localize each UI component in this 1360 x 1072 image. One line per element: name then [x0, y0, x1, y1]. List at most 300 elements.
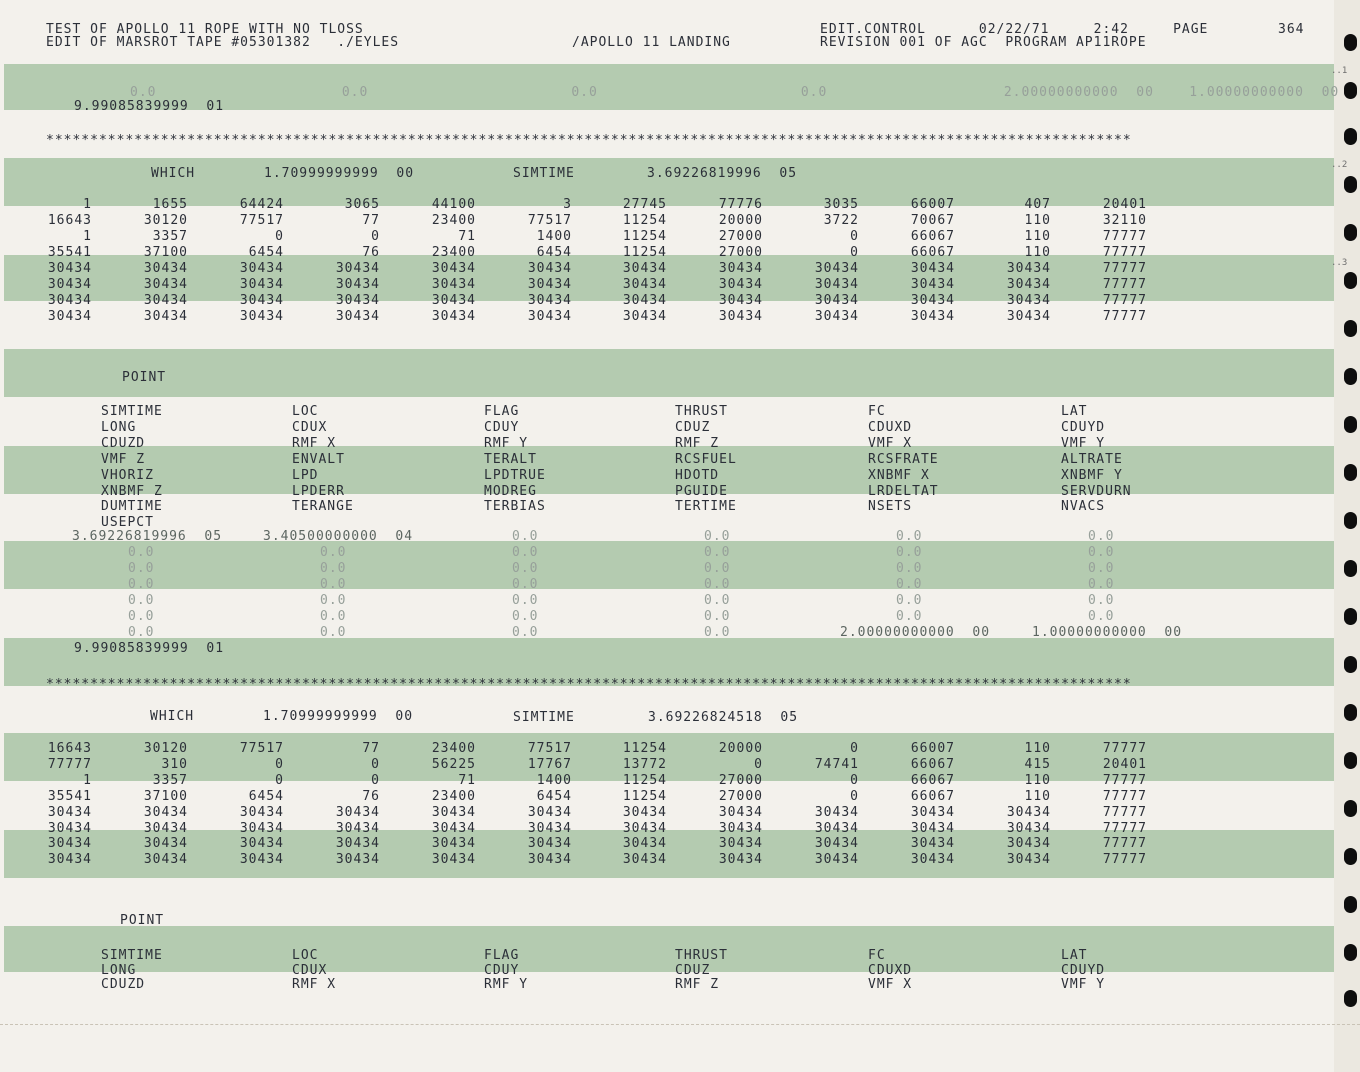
table-cell: 37100: [143, 788, 188, 804]
table-cell: 77517: [527, 213, 572, 228]
table-cell: 30434: [718, 277, 763, 292]
which-value: 1.70999999999 00: [264, 166, 415, 181]
table-cell: 30434: [239, 277, 284, 292]
perforation-line: [0, 1024, 1360, 1026]
point-value: 1.00000000000 00: [1032, 625, 1183, 640]
variable-label: CDUX: [292, 419, 328, 435]
table-cell: 30434: [431, 293, 476, 308]
table-cell: 0: [275, 772, 284, 788]
table-cell: 1: [83, 229, 92, 244]
table-cell: 77777: [1102, 309, 1147, 324]
point-value: 2.00000000000 00: [840, 625, 991, 640]
variable-label: LRDELTAT: [868, 483, 939, 499]
tractor-hole: [1344, 560, 1357, 577]
variable-label: RMF X: [292, 977, 337, 992]
table-cell: 30120: [143, 741, 188, 756]
table-cell: 30434: [910, 820, 955, 836]
point-value: 0.0: [896, 593, 923, 608]
variable-label: NVACS: [1061, 499, 1106, 515]
point-value: 0.0: [1088, 609, 1115, 624]
variable-label: DUMTIME: [101, 499, 163, 515]
point-value: 0.0: [704, 609, 731, 624]
margin-mark: ..1: [1331, 66, 1348, 76]
table-cell: 30434: [527, 852, 572, 868]
point-value: 0.0: [512, 545, 539, 560]
greenbar-band: [4, 349, 1334, 397]
variable-label: CDUYD: [1061, 962, 1106, 978]
table-cell: 66067: [910, 245, 955, 260]
table-cell: 20000: [718, 213, 763, 228]
simtime-label: SIMTIME: [513, 710, 575, 725]
table-cell: 30434: [910, 277, 955, 292]
table-cell: 110: [1024, 245, 1051, 260]
table-cell: 66067: [910, 756, 955, 772]
margin-mark: ..2: [1331, 160, 1348, 170]
table-cell: 30434: [622, 820, 667, 836]
variable-label: HDOTD: [675, 467, 720, 483]
point-value: 0.0: [512, 529, 539, 544]
which-value: 1.70999999999 00: [263, 709, 414, 724]
point-value: 0.0: [512, 577, 539, 592]
table-cell: 30434: [335, 836, 380, 852]
table-cell: 11254: [622, 772, 667, 788]
table-cell: 66007: [910, 197, 955, 212]
table-cell: 77777: [1102, 788, 1147, 804]
table-cell: 0: [275, 756, 284, 772]
table-cell: 30434: [718, 309, 763, 324]
variable-label: TERBIAS: [484, 499, 546, 515]
table-cell: 30434: [335, 293, 380, 308]
table-cell: 30434: [910, 852, 955, 868]
table-cell: 30434: [814, 309, 859, 324]
point-value: 0.0: [128, 577, 155, 592]
table-cell: 407: [1024, 197, 1051, 212]
point-value: 0.0: [320, 545, 347, 560]
table-cell: 0: [371, 772, 380, 788]
point-value: 0.0: [1088, 529, 1115, 544]
table-cell: 30434: [718, 293, 763, 308]
point-value: 3.69226819996 05: [72, 529, 223, 544]
variable-label: VHORIZ: [101, 467, 154, 483]
variable-label: FC: [868, 404, 886, 419]
table-cell: 30434: [47, 309, 92, 324]
header-center-title: /APOLLO 11 LANDING: [572, 35, 731, 50]
table-cell: 44100: [431, 197, 476, 212]
table-cell: 110: [1024, 772, 1051, 788]
variable-label: FLAG: [484, 404, 520, 419]
tractor-hole: [1344, 752, 1357, 769]
point-value: 0.0: [704, 529, 731, 544]
tractor-hole: [1344, 608, 1357, 625]
table-cell: 66007: [910, 741, 955, 756]
table-cell: 30434: [335, 804, 380, 820]
table-cell: 30434: [527, 261, 572, 276]
table-cell: 30434: [527, 804, 572, 820]
table-cell: 0: [850, 245, 859, 260]
table-cell: 30434: [431, 820, 476, 836]
table-cell: 27000: [718, 229, 763, 244]
table-cell: 30434: [143, 820, 188, 836]
table-cell: 37100: [143, 245, 188, 260]
point-value: 0.0: [320, 577, 347, 592]
variable-label: SERVDURN: [1061, 483, 1132, 499]
which-label: WHICH: [151, 166, 196, 181]
table-cell: 27745: [622, 197, 667, 212]
table-cell: 77777: [1102, 293, 1147, 308]
table-cell: 30434: [335, 309, 380, 324]
table-cell: 1: [83, 772, 92, 788]
top-block-last-value: 9.99085839999 01: [74, 99, 225, 114]
variable-label: VMF X: [868, 977, 913, 992]
variable-label: SIMTIME: [101, 404, 163, 419]
table-cell: 30434: [143, 309, 188, 324]
table-cell: 30434: [527, 820, 572, 836]
table-cell: 77776: [718, 197, 763, 212]
point-title: POINT: [122, 370, 167, 385]
table-cell: 30434: [431, 836, 476, 852]
table-cell: 0: [754, 756, 763, 772]
table-cell: 30434: [47, 836, 92, 852]
table-cell: 20401: [1102, 197, 1147, 212]
point-value: 0.0: [128, 593, 155, 608]
variable-label: TERANGE: [292, 499, 354, 515]
table-cell: 30434: [335, 820, 380, 836]
separator-stars: ***************************************************************************************************************************: [46, 677, 1132, 692]
tractor-hole: [1344, 224, 1357, 241]
header-title-line1: TEST OF APOLLO 11 ROPE WITH NO TLOSS: [46, 22, 364, 37]
table-cell: 1655: [152, 197, 188, 212]
table-cell: 6454: [536, 245, 572, 260]
top-block-values: 0.0 0.0 0.0 0.0 2.00000000000 00 1.00000000000 00: [130, 85, 1340, 100]
table-cell: 20000: [718, 741, 763, 756]
variable-label: ALTRATE: [1061, 451, 1123, 467]
table-cell: 11254: [622, 245, 667, 260]
variable-label: RMF Z: [675, 977, 720, 992]
table-cell: 0: [850, 772, 859, 788]
variable-label: FLAG: [484, 948, 520, 963]
tractor-hole: [1344, 464, 1357, 481]
table-cell: 30434: [47, 261, 92, 276]
table-cell: 30434: [718, 804, 763, 820]
table-cell: 77777: [1102, 772, 1147, 788]
table-cell: 30434: [910, 261, 955, 276]
tractor-hole: [1344, 848, 1357, 865]
table-cell: 16643: [47, 213, 92, 228]
table-cell: 30434: [814, 293, 859, 308]
table-cell: 77: [362, 741, 380, 756]
variable-label: CDUZ: [675, 419, 711, 435]
table-cell: 76: [362, 245, 380, 260]
table-cell: 110: [1024, 213, 1051, 228]
tractor-hole: [1344, 368, 1357, 385]
table-cell: 30434: [527, 836, 572, 852]
table-cell: 30434: [910, 836, 955, 852]
header-edit-control: EDIT.CONTROL 02/22/71 2:42 PAGE: [820, 22, 1209, 37]
tractor-hole: [1344, 990, 1357, 1007]
table-cell: 30434: [622, 804, 667, 820]
variable-label: LONG: [101, 962, 137, 978]
table-cell: 30434: [718, 852, 763, 868]
table-cell: 77777: [1102, 836, 1147, 852]
table-cell: 30434: [1006, 261, 1051, 276]
table-cell: 30434: [47, 293, 92, 308]
point-value: 0.0: [128, 625, 155, 640]
table-cell: 30434: [1006, 309, 1051, 324]
table-cell: 0: [850, 788, 859, 804]
table-cell: 23400: [431, 213, 476, 228]
table-cell: 30434: [814, 820, 859, 836]
table-cell: 30434: [1006, 293, 1051, 308]
page-number: 364: [1278, 22, 1305, 37]
variable-label: ENVALT: [292, 451, 345, 467]
tractor-hole: [1344, 82, 1357, 99]
table-cell: 30434: [910, 804, 955, 820]
variable-label: FC: [868, 948, 886, 963]
table-cell: 30434: [431, 309, 476, 324]
table-cell: 30434: [239, 261, 284, 276]
table-cell: 30434: [814, 277, 859, 292]
table-cell: 3: [563, 197, 572, 212]
variable-label: VMF Z: [101, 451, 146, 467]
table-cell: 415: [1024, 756, 1051, 772]
table-cell: 3357: [152, 772, 188, 788]
variable-label: CDUZD: [101, 435, 146, 451]
variable-label: RCSFRATE: [868, 451, 939, 467]
tractor-hole: [1344, 176, 1357, 193]
table-cell: 30434: [910, 293, 955, 308]
table-cell: 30434: [622, 261, 667, 276]
point-value: 0.0: [896, 577, 923, 592]
variable-label: VMF Y: [1061, 435, 1106, 451]
variable-label: THRUST: [675, 948, 728, 963]
variable-label: RMF Z: [675, 435, 720, 451]
point-value: 0.0: [320, 625, 347, 640]
table-cell: 30434: [814, 852, 859, 868]
table-cell: 30434: [1006, 820, 1051, 836]
variable-label: MODREG: [484, 483, 537, 499]
table-cell: 66067: [910, 788, 955, 804]
table-cell: 27000: [718, 245, 763, 260]
table-cell: 16643: [47, 741, 92, 756]
table-cell: 30434: [527, 293, 572, 308]
table-cell: 56225: [431, 756, 476, 772]
variable-label: CDUZ: [675, 962, 711, 978]
point-value: 0.0: [128, 609, 155, 624]
table-cell: 30434: [527, 277, 572, 292]
table-cell: 30434: [143, 852, 188, 868]
table-cell: 32110: [1102, 213, 1147, 228]
point-value: 0.0: [896, 609, 923, 624]
greenbar-band: [4, 541, 1334, 589]
variable-label: RCSFUEL: [675, 451, 737, 467]
table-cell: 23400: [431, 741, 476, 756]
table-cell: 30434: [1006, 277, 1051, 292]
variable-label: CDUXD: [868, 962, 913, 978]
table-cell: 30434: [1006, 852, 1051, 868]
table-cell: 0: [275, 229, 284, 244]
table-cell: 0: [371, 229, 380, 244]
table-cell: 3357: [152, 229, 188, 244]
variable-label: TERTIME: [675, 499, 737, 515]
table-cell: 30434: [910, 309, 955, 324]
point-value: 0.0: [512, 561, 539, 576]
variable-label: LPDTRUE: [484, 467, 546, 483]
table-cell: 11254: [622, 213, 667, 228]
table-cell: 30434: [431, 277, 476, 292]
table-cell: 30434: [239, 836, 284, 852]
table-cell: 11254: [622, 741, 667, 756]
table-cell: 30434: [47, 277, 92, 292]
point-value: 0.0: [320, 609, 347, 624]
table-cell: 30434: [143, 261, 188, 276]
simtime-value: 3.69226824518 05: [648, 710, 799, 725]
table-cell: 30434: [622, 836, 667, 852]
table-cell: 30434: [431, 261, 476, 276]
variable-label: XNBMF Z: [101, 483, 163, 499]
table-cell: 310: [161, 756, 188, 772]
table-cell: 30434: [239, 852, 284, 868]
point-value: 0.0: [1088, 577, 1115, 592]
table-cell: 30434: [1006, 836, 1051, 852]
tractor-hole: [1344, 272, 1357, 289]
variable-label: CDUXD: [868, 419, 913, 435]
table-cell: 30434: [622, 277, 667, 292]
table-cell: 77777: [1102, 277, 1147, 292]
table-cell: 77517: [527, 741, 572, 756]
table-cell: 77517: [239, 213, 284, 228]
variable-label: CDUX: [292, 962, 328, 978]
table-cell: 30434: [718, 836, 763, 852]
point-value: 0.0: [896, 561, 923, 576]
point-last-value: 9.99085839999 01: [74, 641, 225, 656]
table-cell: 77777: [1102, 804, 1147, 820]
point-value: 0.0: [512, 625, 539, 640]
table-cell: 30434: [143, 836, 188, 852]
point-value: 0.0: [704, 545, 731, 560]
variable-label: RMF X: [292, 435, 337, 451]
tractor-hole: [1344, 944, 1357, 961]
simtime-label: SIMTIME: [513, 166, 575, 181]
table-cell: 30434: [239, 309, 284, 324]
table-cell: 30434: [47, 804, 92, 820]
variable-label: LAT: [1061, 404, 1088, 419]
tractor-hole: [1344, 320, 1357, 337]
table-cell: 30434: [431, 852, 476, 868]
table-cell: 74741: [814, 756, 859, 772]
tractor-hole: [1344, 34, 1357, 51]
point-title: POINT: [120, 913, 165, 928]
table-cell: 30120: [143, 213, 188, 228]
table-cell: 77777: [47, 756, 92, 772]
table-cell: 30434: [622, 852, 667, 868]
point-value: 0.0: [1088, 561, 1115, 576]
table-cell: 66067: [910, 229, 955, 244]
table-cell: 1400: [536, 229, 572, 244]
point-value: 0.0: [896, 545, 923, 560]
table-cell: 3722: [823, 213, 859, 228]
variable-label: NSETS: [868, 499, 913, 515]
table-cell: 30434: [335, 261, 380, 276]
table-cell: 77: [362, 213, 380, 228]
table-cell: 20401: [1102, 756, 1147, 772]
table-cell: 30434: [143, 277, 188, 292]
variable-label: RMF Y: [484, 435, 529, 451]
separator-stars: ***************************************************************************************************************************: [46, 133, 1132, 148]
table-cell: 71: [458, 229, 476, 244]
table-cell: 77777: [1102, 820, 1147, 836]
table-cell: 27000: [718, 772, 763, 788]
table-cell: 23400: [431, 245, 476, 260]
table-cell: 30434: [431, 804, 476, 820]
point-value: 0.0: [128, 561, 155, 576]
margin-mark: ..3: [1331, 258, 1348, 268]
table-cell: 77517: [239, 741, 284, 756]
table-cell: 17767: [527, 756, 572, 772]
variable-label: THRUST: [675, 404, 728, 419]
point-value: 0.0: [704, 625, 731, 640]
table-cell: 66067: [910, 772, 955, 788]
tractor-hole: [1344, 128, 1357, 145]
variable-label: PGUIDE: [675, 483, 728, 499]
tractor-hole: [1344, 800, 1357, 817]
header-title-line2: EDIT OF MARSROT TAPE #05301382 ./EYLES: [46, 35, 400, 50]
variable-label: XNBMF X: [868, 467, 930, 483]
point-value: 0.0: [512, 609, 539, 624]
point-value: 0.0: [704, 593, 731, 608]
table-cell: 76: [362, 788, 380, 804]
point-value: 0.0: [704, 577, 731, 592]
table-cell: 3035: [823, 197, 859, 212]
table-cell: 3065: [344, 197, 380, 212]
tractor-hole: [1344, 704, 1357, 721]
variable-label: VMF X: [868, 435, 913, 451]
variable-label: VMF Y: [1061, 977, 1106, 992]
table-cell: 30434: [239, 293, 284, 308]
point-value: 0.0: [1088, 593, 1115, 608]
table-cell: 30434: [239, 804, 284, 820]
table-cell: 110: [1024, 229, 1051, 244]
table-cell: 71: [458, 772, 476, 788]
table-cell: 30434: [143, 804, 188, 820]
table-cell: 30434: [335, 852, 380, 868]
table-cell: 0: [850, 229, 859, 244]
tractor-hole: [1344, 896, 1357, 913]
variable-label: LOC: [292, 404, 319, 419]
table-cell: 35541: [47, 788, 92, 804]
table-cell: 30434: [814, 836, 859, 852]
table-cell: 30434: [718, 820, 763, 836]
table-cell: 11254: [622, 229, 667, 244]
table-cell: 23400: [431, 788, 476, 804]
table-cell: 30434: [1006, 804, 1051, 820]
tractor-hole: [1344, 656, 1357, 673]
variable-label: CDUYD: [1061, 419, 1106, 435]
table-cell: 35541: [47, 245, 92, 260]
table-cell: 77777: [1102, 852, 1147, 868]
table-cell: 110: [1024, 741, 1051, 756]
simtime-value: 3.69226819996 05: [647, 166, 798, 181]
table-cell: 30434: [814, 804, 859, 820]
table-cell: 6454: [248, 788, 284, 804]
point-value: 0.0: [896, 529, 923, 544]
variable-label: CDUY: [484, 419, 520, 435]
table-cell: 1: [83, 197, 92, 212]
table-cell: 77777: [1102, 229, 1147, 244]
variable-label: SIMTIME: [101, 948, 163, 963]
table-cell: 0: [371, 756, 380, 772]
table-cell: 30434: [527, 309, 572, 324]
table-cell: 0: [850, 741, 859, 756]
